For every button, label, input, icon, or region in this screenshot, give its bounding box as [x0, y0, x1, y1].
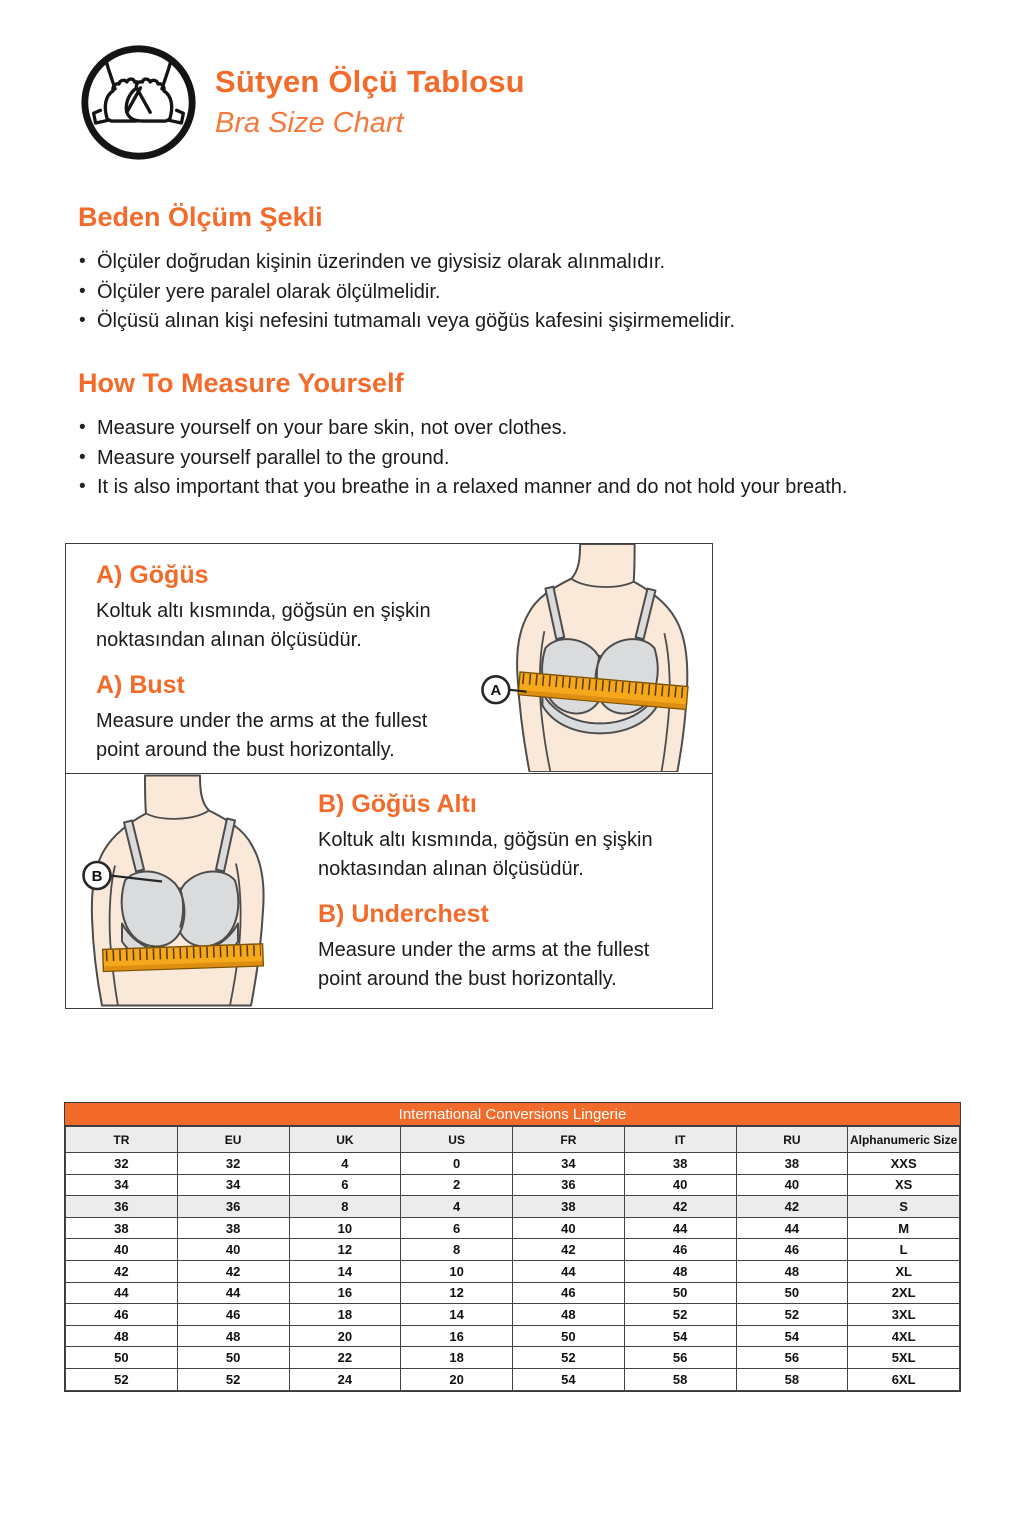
table-cell: 4XL: [848, 1325, 960, 1347]
table-cell: 22: [289, 1347, 401, 1369]
table-cell: 24: [289, 1368, 401, 1390]
bust-body-tr: Koltuk altı kısmında, göğsün en şişkin noktasından alınan ölçüsüdür.: [96, 600, 431, 651]
bust-heading-en: A) Bust: [96, 671, 185, 699]
table-cell: 6XL: [848, 1368, 960, 1390]
table-cell: 48: [66, 1325, 178, 1347]
table-cell: 6: [401, 1217, 513, 1239]
table-cell: 16: [401, 1325, 513, 1347]
column-header-row: [66, 1127, 960, 1153]
page-subtitle: Bra Size Chart: [215, 107, 404, 139]
table-cell: 46: [624, 1239, 736, 1261]
table-cell: 8: [289, 1196, 401, 1218]
section-measuring-en: [78, 368, 978, 503]
table-row: [66, 1304, 960, 1326]
table-row: [66, 1239, 960, 1261]
table-title-bar: International Conversions Lingerie: [65, 1103, 960, 1126]
table-cell: 40: [66, 1239, 178, 1261]
table-cell: 12: [289, 1239, 401, 1261]
table-cell: 52: [624, 1304, 736, 1326]
table-cell: 42: [177, 1260, 289, 1282]
table-row: [66, 1347, 960, 1369]
table-cell: 2: [401, 1174, 513, 1196]
table-cell: S: [848, 1196, 960, 1218]
table-cell: 50: [66, 1347, 178, 1369]
table-cell: 44: [736, 1217, 848, 1239]
table-cell: 44: [624, 1217, 736, 1239]
table-cell: 20: [401, 1368, 513, 1390]
table-row: [66, 1282, 960, 1304]
column-header: UK: [289, 1127, 401, 1153]
table-cell: 20: [289, 1325, 401, 1347]
bullet-item: • Measure yourself on your bare skin, not over clothes.: [78, 414, 978, 444]
table-cell: 40: [177, 1239, 289, 1261]
underchest-heading-tr: B) Göğüs Altı: [318, 789, 477, 818]
column-header: RU: [736, 1127, 848, 1153]
table-cell: XL: [848, 1260, 960, 1282]
table-cell: 58: [624, 1368, 736, 1390]
table-cell: 40: [624, 1174, 736, 1196]
measuring-tape: [103, 943, 264, 971]
measure-box-bust: [65, 543, 713, 774]
table-cell: 40: [736, 1174, 848, 1196]
underchest-heading-en: B) Underchest: [318, 899, 489, 928]
bullet-item: • Ölçüsü alınan kişi nefesini tutmamalı veya göğüs kafesini şişirmemelidir.: [78, 307, 978, 337]
table-row: [66, 1174, 960, 1196]
international-conversions-table: [64, 1102, 961, 1392]
table-cell: 8: [401, 1239, 513, 1261]
table-cell: 18: [401, 1347, 513, 1369]
bullet-list-tr: [78, 248, 978, 337]
bullet-item: • Ölçüler yere paralel olarak ölçülmelidir.: [78, 278, 978, 308]
column-header: FR: [513, 1127, 625, 1153]
table-row: [66, 1368, 960, 1390]
table-cell: 56: [736, 1347, 848, 1369]
table-row: [66, 1153, 960, 1175]
column-header: US: [401, 1127, 513, 1153]
bust-text: [96, 561, 478, 781]
table-cell: 42: [736, 1196, 848, 1218]
table-row: [66, 1260, 960, 1282]
bullet-list-en: [78, 414, 978, 503]
column-header: TR: [66, 1127, 178, 1153]
table-cell: 2XL: [848, 1282, 960, 1304]
table-cell: 54: [513, 1368, 625, 1390]
table-row: [66, 1325, 960, 1347]
table-cell: 52: [513, 1347, 625, 1369]
table-cell: 16: [289, 1282, 401, 1304]
bra-icon: [78, 42, 199, 163]
table-cell: 48: [736, 1260, 848, 1282]
table-cell: 36: [513, 1174, 625, 1196]
table-cell: 32: [177, 1153, 289, 1175]
table-cell: 52: [736, 1304, 848, 1326]
table-cell: M: [848, 1217, 960, 1239]
table-cell: 18: [289, 1304, 401, 1326]
table-cell: 34: [177, 1174, 289, 1196]
column-header: Alphanumeric Size: [848, 1127, 960, 1153]
table-cell: 40: [513, 1217, 625, 1239]
table-cell: 34: [66, 1174, 178, 1196]
table-cell: 52: [177, 1368, 289, 1390]
table-cell: 44: [513, 1260, 625, 1282]
table-cell: XXS: [848, 1153, 960, 1175]
table-cell: 58: [736, 1368, 848, 1390]
table-cell: 38: [513, 1196, 625, 1218]
table-cell: 32: [66, 1153, 178, 1175]
bullet-item: • Measure yourself parallel to the ground.: [78, 444, 978, 474]
table-cell: 42: [624, 1196, 736, 1218]
page-title: Sütyen Ölçü Tablosu: [215, 64, 525, 99]
section-measuring-tr: [78, 202, 978, 337]
table-cell: 54: [624, 1325, 736, 1347]
table-cell: 0: [401, 1153, 513, 1175]
table-cell: 50: [736, 1282, 848, 1304]
table-cell: 44: [177, 1282, 289, 1304]
table-cell: 46: [66, 1304, 178, 1326]
table-cell: 14: [401, 1304, 513, 1326]
table-cell: 14: [289, 1260, 401, 1282]
table-cell: 42: [66, 1260, 178, 1282]
table-cell: L: [848, 1239, 960, 1261]
table-cell: 10: [289, 1217, 401, 1239]
underchest-body-en: Measure under the arms at the fullest point around the bust horizontally.: [318, 938, 650, 990]
table-cell: 46: [736, 1239, 848, 1261]
underchest-body-tr: Koltuk altı kısmında, göğsün en şişkin noktasından alınan ölçüsüdür.: [318, 828, 653, 880]
label-a-letter: A: [490, 683, 502, 700]
table-cell: 44: [66, 1282, 178, 1304]
table-cell: 50: [177, 1347, 289, 1369]
bust-heading-tr: A) Göğüs: [96, 561, 209, 589]
conversion-table-body: [66, 1153, 960, 1391]
table-cell: 10: [401, 1260, 513, 1282]
label-b-letter: B: [91, 867, 103, 885]
table-cell: 38: [736, 1153, 848, 1175]
table-cell: 54: [736, 1325, 848, 1347]
table-cell: 50: [513, 1325, 625, 1347]
table-row: [66, 1196, 960, 1218]
table-cell: 50: [624, 1282, 736, 1304]
table-cell: 38: [177, 1217, 289, 1239]
table-cell: 56: [624, 1347, 736, 1369]
underchest-measure-figure: [67, 774, 312, 1007]
column-header: IT: [624, 1127, 736, 1153]
table-cell: 48: [624, 1260, 736, 1282]
table-cell: 5XL: [848, 1347, 960, 1369]
measure-box-underchest: [65, 773, 713, 1009]
section-heading-en: How To Measure Yourself: [78, 368, 404, 398]
table-cell: 38: [624, 1153, 736, 1175]
table-cell: 6: [289, 1174, 401, 1196]
table-cell: 46: [513, 1282, 625, 1304]
table-cell: 3XL: [848, 1304, 960, 1326]
brand-logo: [78, 42, 199, 163]
table-cell: 36: [66, 1196, 178, 1218]
table-cell: 34: [513, 1153, 625, 1175]
page-header: [215, 64, 525, 140]
table-cell: 4: [289, 1153, 401, 1175]
table-cell: 36: [177, 1196, 289, 1218]
column-header: EU: [177, 1127, 289, 1153]
underchest-text: [318, 790, 700, 1010]
bust-measure-figure: [469, 544, 712, 772]
table-cell: 4: [401, 1196, 513, 1218]
bullet-item: • It is also important that you breathe in a relaxed manner and do not hold your breath.: [78, 473, 978, 503]
table-cell: XS: [848, 1174, 960, 1196]
bust-body-en: Measure under the arms at the fullest point around the bust horizontally.: [96, 710, 428, 761]
table-header: [66, 1127, 960, 1153]
table-cell: 12: [401, 1282, 513, 1304]
bullet-item: • Ölçüler doğrudan kişinin üzerinden ve giysisiz olarak alınmalıdır.: [78, 248, 978, 278]
table-cell: 48: [177, 1325, 289, 1347]
table-cell: 38: [66, 1217, 178, 1239]
table-cell: 48: [513, 1304, 625, 1326]
table-row: [66, 1217, 960, 1239]
section-heading-tr: Beden Ölçüm Şekli: [78, 202, 323, 232]
table-cell: 46: [177, 1304, 289, 1326]
table-cell: 52: [66, 1368, 178, 1390]
table-cell: 42: [513, 1239, 625, 1261]
